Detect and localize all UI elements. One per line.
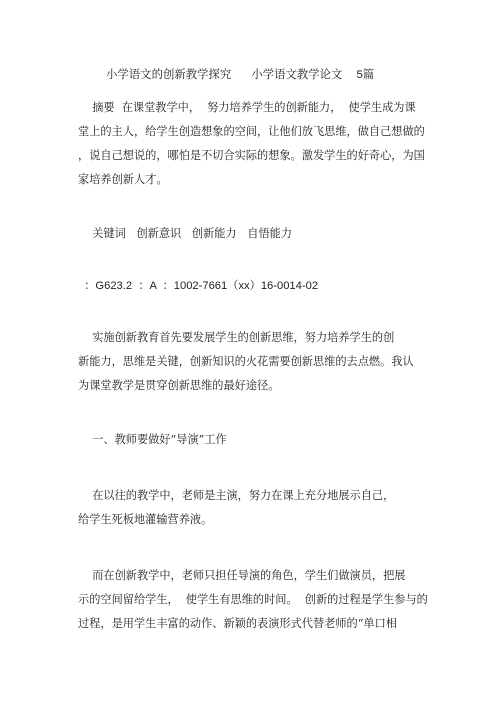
paragraph-line: 在以往的教学中，老师是主演，努力在课上充分地展示自己，: [78, 489, 395, 502]
classification-line: ：G623.2 ：A ：1002-7661（xx）16-0014-02: [78, 280, 319, 292]
paragraph-line: 示的空间留给学生， 使学生有思维的时间。 创新的过程是学生参与的: [78, 593, 428, 606]
intro-line: 实施创新教育首先要发展学生的创新思维，努力培养学生的创: [78, 331, 395, 344]
paragraph-innovation: [78, 564, 428, 636]
abstract-line: 摘要 在课堂教学中， 努力培养学生的创新能力， 使学生成为课: [78, 101, 416, 114]
paragraph-line: 而在创新教学中，老师只担任导演的角色，学生们做演员，把展: [78, 569, 406, 582]
paragraph-line: 给学生死板地灌输营养液。: [78, 513, 213, 526]
document-title: [106, 62, 426, 87]
intro-line: 为课堂教学是贯穿创新思维的最好途径。: [78, 379, 280, 392]
abstract-line: 家培养创新人才。: [78, 173, 168, 186]
title-category: 小学语文教学论文: [251, 67, 343, 81]
paragraph-teacher-role: [78, 484, 424, 532]
intro-paragraph: [78, 326, 424, 398]
abstract-line: ，说自己想说的，哪怕是不切合实际的想象。激发学生的好奇心，为国: [78, 149, 425, 162]
section-heading: 一、教师要做好“导演”工作: [78, 433, 227, 446]
abstract-line: 堂上的主人，给学生创造想象的空间，让他们放飞思维，做自己想做的: [78, 125, 425, 138]
abstract-paragraph: [78, 96, 424, 192]
keywords-line: 关键词 创新意识 创新能力 自悟能力: [78, 227, 293, 240]
intro-line: 新能力，思维是关键，创新知识的火花需要创新思维的去点燃。我认: [78, 355, 414, 368]
title-main: 小学语文的创新教学探究: [106, 67, 232, 81]
title-count: 5篇: [356, 69, 375, 81]
paragraph-line: 过程，是用学生丰富的动作、新颖的表演形式代替老师的“单口相: [78, 617, 397, 630]
